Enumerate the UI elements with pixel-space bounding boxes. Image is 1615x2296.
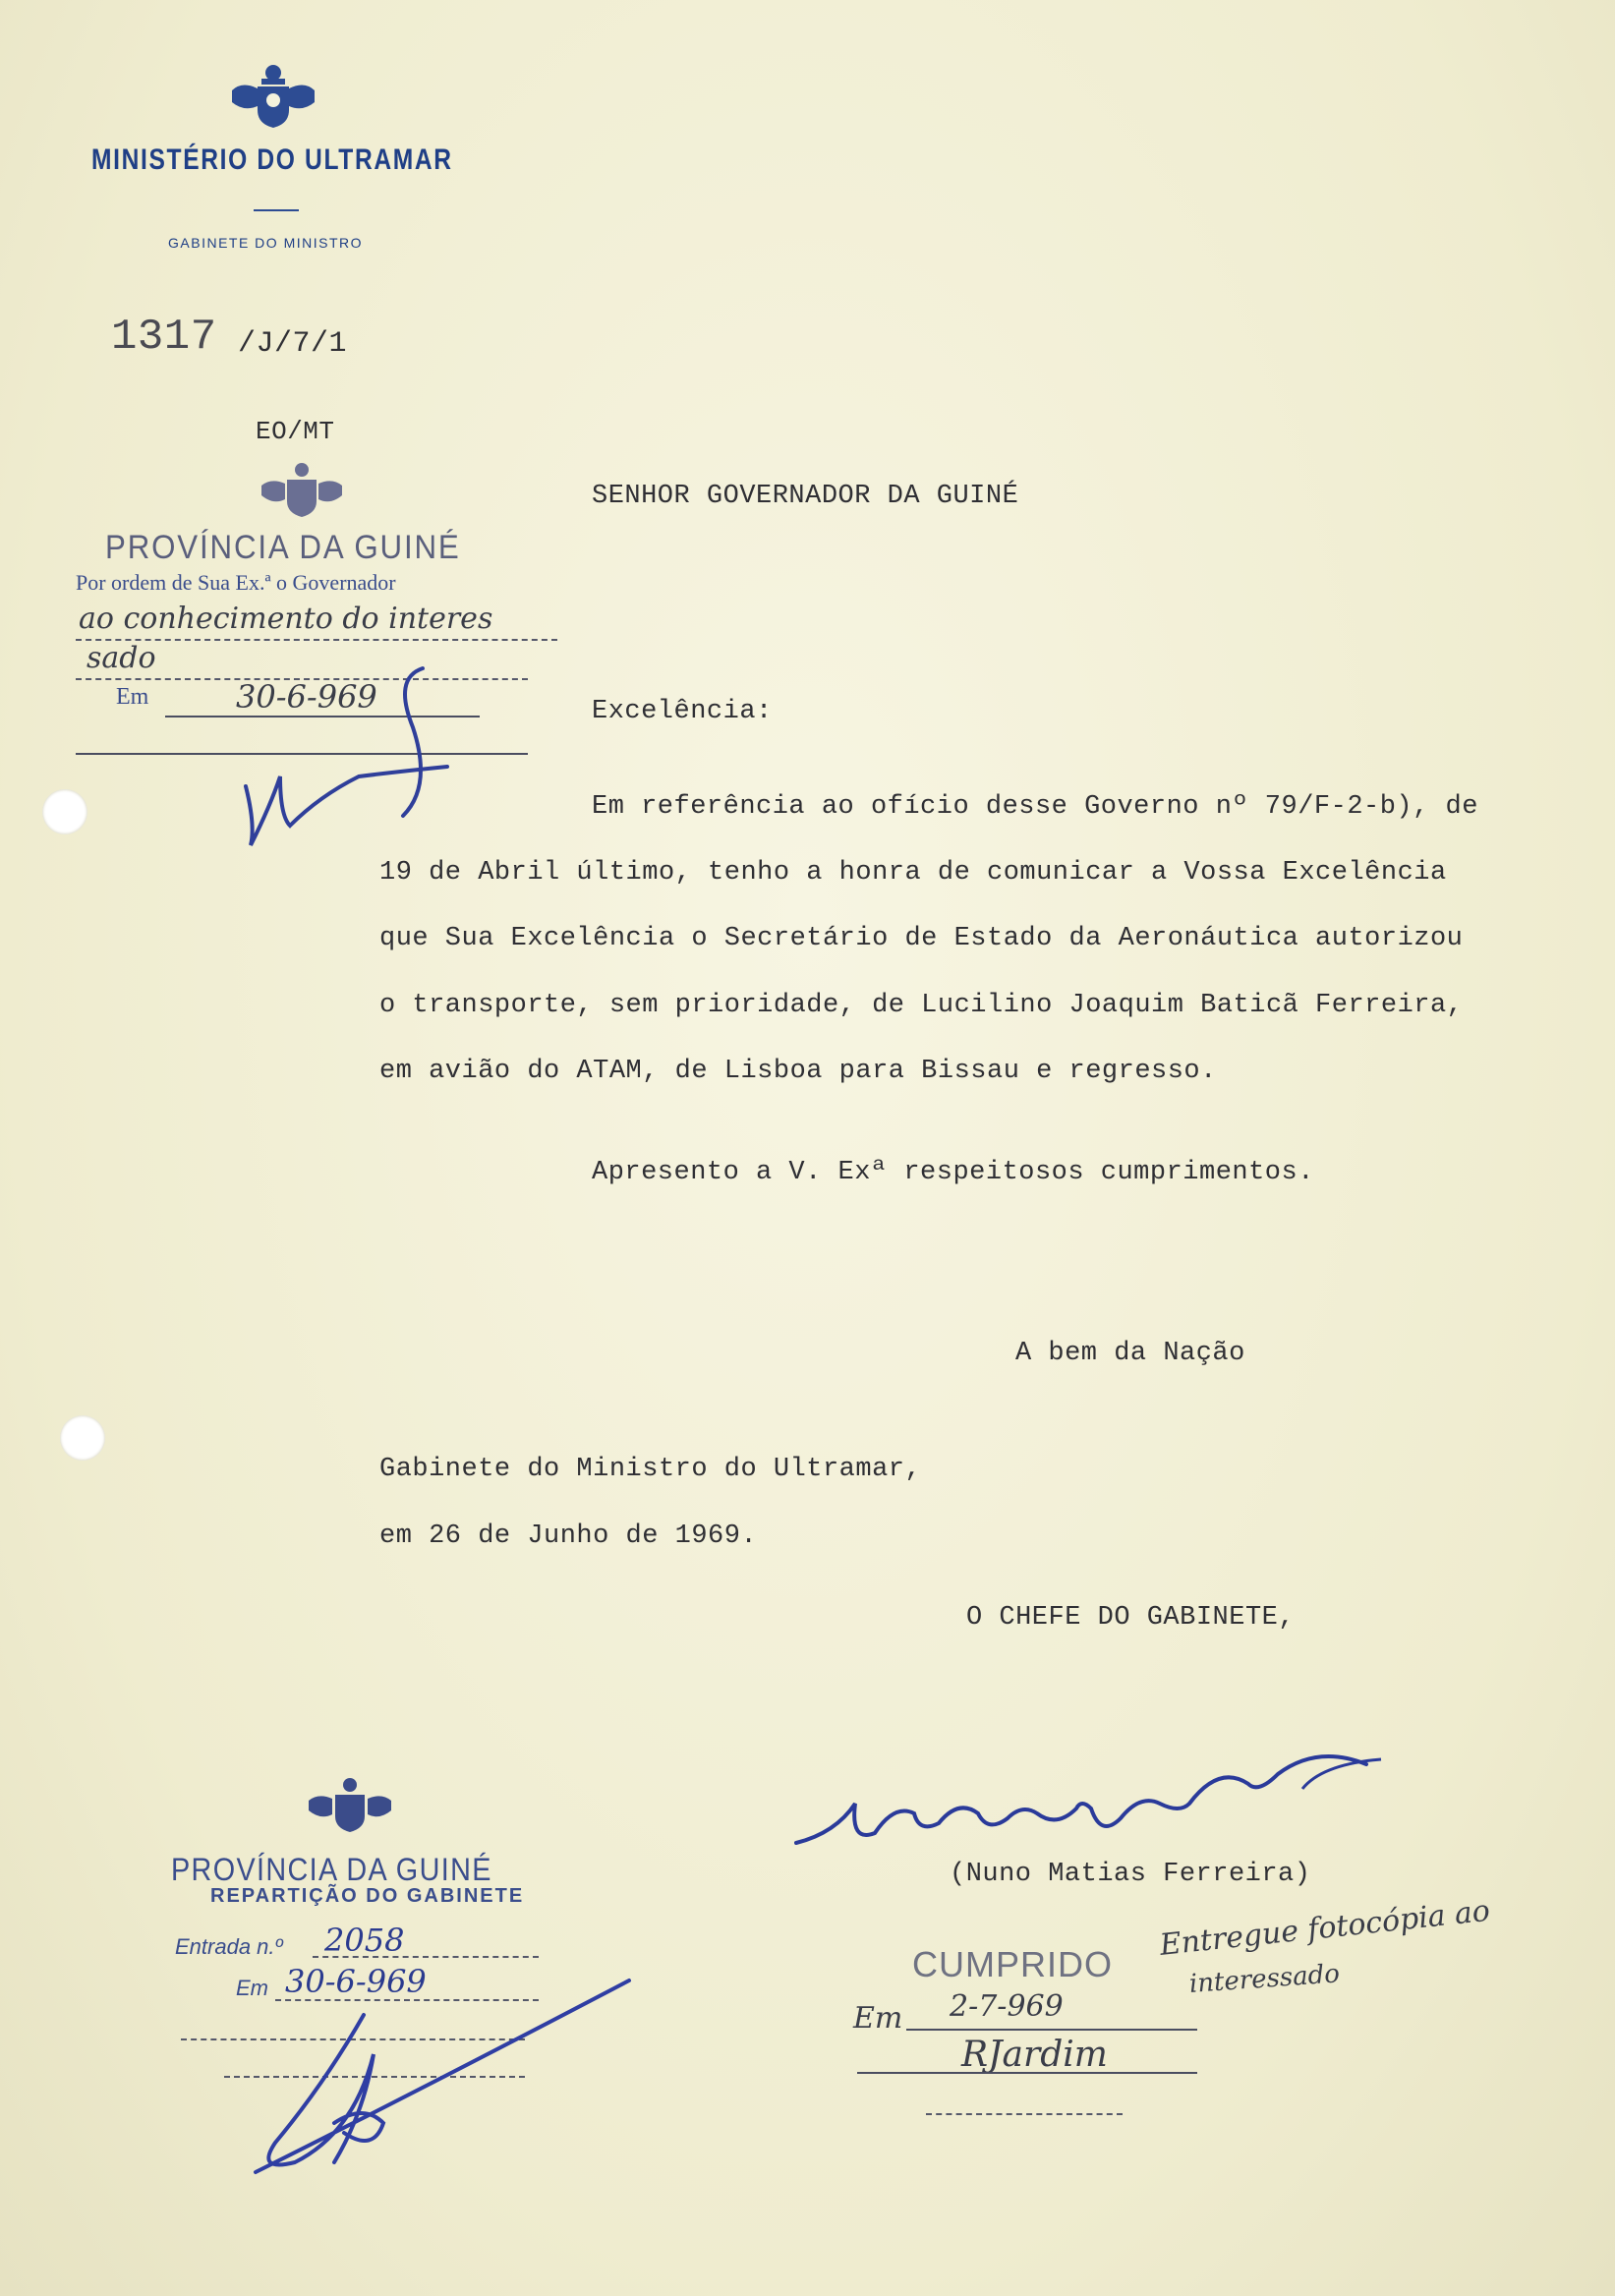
stamp-cumprido-label: CUMPRIDO [912, 1944, 1113, 1984]
place-line: Gabinete do Ministro do Ultramar, [379, 1455, 922, 1484]
signature-initials-bottom [236, 1976, 639, 2182]
handwritten-note-line1: ao conhecimento do interes [79, 602, 493, 636]
body-line-2: 19 de Abril último, tenho a honra de comunicar a Vossa Excelência [379, 858, 1447, 888]
body-line-3: que Sua Excelência o Secretário de Estado da Aeronáutica autorizou [379, 924, 1464, 953]
cabinet-subtitle: GABINETE DO MINISTRO [168, 235, 364, 251]
motto: A bem da Nação [1015, 1339, 1245, 1368]
cumprido-bottom-rule [926, 2113, 1123, 2115]
reference-number: 1317 [111, 313, 217, 362]
signature-initials-top [236, 659, 472, 855]
reference-suffix: /J/7/1 [238, 327, 348, 361]
cumprido-signature: RJardim [961, 2035, 1108, 2075]
stamp-bottom-office: REPARTIÇÃO DO GABINETE [210, 1885, 525, 1907]
cumprido-note-line2: interessado [1187, 1959, 1341, 1999]
stamp-bottom-date-label: Em [236, 1976, 268, 2000]
chief-signature [791, 1750, 1391, 1867]
cumprido-date-rule [906, 2029, 1197, 2031]
salutation: Excelência: [592, 697, 773, 726]
stamp-order-line: Por ordem de Sua Ex.ª o Governador [76, 570, 396, 595]
body-line-4: o transporte, sem prioridade, de Lucilino Joaquim Baticã Ferreira, [379, 991, 1464, 1020]
stamp-emblem-bottom-icon [305, 1775, 395, 1840]
cumprido-note-line1: Entregue fotocópia ao [1158, 1893, 1492, 1963]
signatory-title: O CHEFE DO GABINETE, [966, 1603, 1296, 1633]
stamp-emblem-icon [258, 460, 346, 523]
letterhead-divider [254, 209, 299, 211]
punch-hole-top [42, 789, 87, 834]
stamp-entry-rule [313, 1956, 539, 1958]
coat-of-arms-icon [228, 61, 318, 132]
stamp-bottom-date-value: 30-6-969 [285, 1963, 427, 2000]
cumprido-date-label: Em [853, 2001, 903, 2036]
closing-line: Apresento a V. Exª respeitosos cumprimentos. [592, 1158, 1314, 1187]
cumprido-sign-rule [857, 2072, 1197, 2074]
stamp-date-value: 30-6-969 [236, 678, 377, 716]
stamp-entry-label: Entrada n.º [175, 1934, 283, 1959]
cumprido-date-value: 2-7-969 [950, 1989, 1064, 2024]
ministry-title: MINISTÉRIO DO ULTRAMAR [91, 144, 453, 176]
stamp-date-label: Em [116, 684, 149, 710]
body-line-1: Em referência ao ofício desse Governo nº 79/F-2-b), de [592, 792, 1478, 822]
stamp-entry-value: 2058 [324, 1922, 405, 1959]
typist-initials: EO/MT [256, 417, 335, 446]
punch-hole-bottom [60, 1415, 105, 1461]
body-line-5: em avião do ATAM, de Lisboa para Bissau e regresso. [379, 1057, 1217, 1086]
stamp-bottom-province: PROVÍNCIA DA GUINÉ [171, 1852, 492, 1887]
addressee: SENHOR GOVERNADOR DA GUINÉ [592, 482, 1019, 511]
date-line: em 26 de Junho de 1969. [379, 1521, 758, 1551]
signatory-name: (Nuno Matias Ferreira) [950, 1860, 1311, 1889]
stamp-province-title: PROVÍNCIA DA GUINÉ [105, 529, 461, 566]
handwritten-note-line2: sado [87, 641, 156, 675]
